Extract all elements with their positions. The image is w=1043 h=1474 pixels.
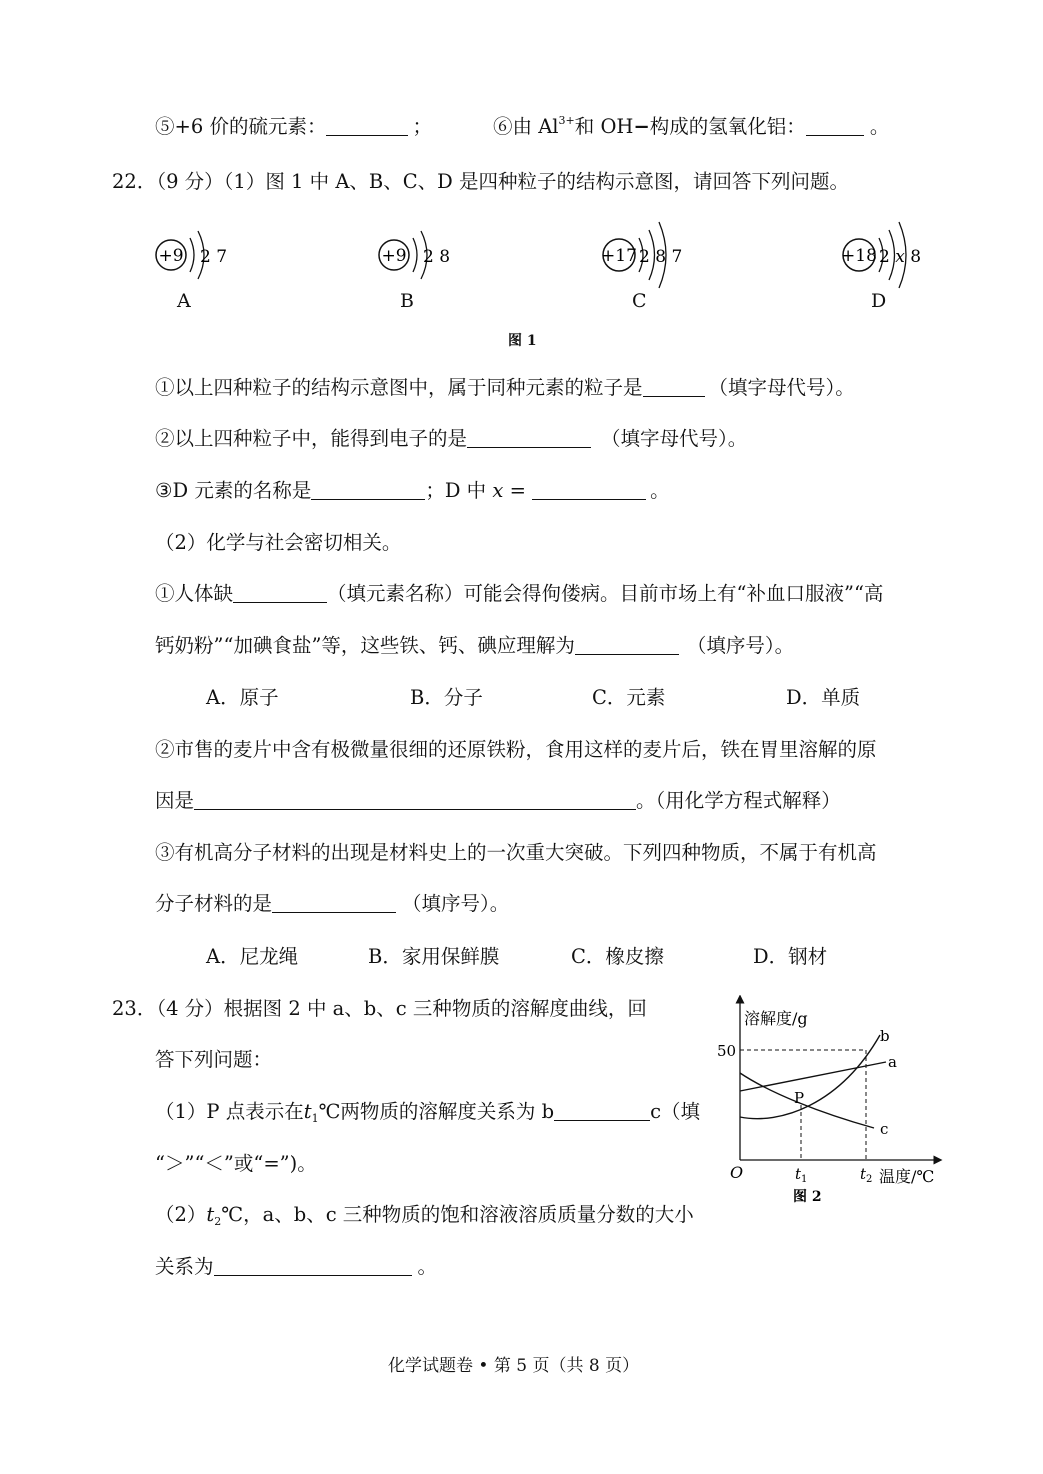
q22-sub1: ①以上四种粒子的结构示意图中，属于同种元素的粒子是 （填字母代号）。	[155, 376, 855, 399]
atom-diagram-b	[373, 222, 453, 293]
curve-c-label: c	[880, 1120, 889, 1138]
atom-diagram-d	[837, 218, 937, 297]
answer-blank[interactable]	[575, 634, 679, 655]
answer-blank[interactable]	[326, 115, 408, 136]
option-b: B．分子	[410, 686, 483, 709]
q22-s3-line1: ③有机高分子材料的出现是材料史上的一次重大突破。下列四种物质，不属于有机高	[155, 841, 877, 864]
atom-label-d: D	[871, 290, 887, 312]
option-a: A．原子	[206, 686, 279, 709]
question-22-header: 22．（9 分）（1）图 1 中 A、B、C、D 是四种粒子的结构示意图，请回答下列问题。	[112, 170, 849, 193]
page-footer: 化学试题卷 • 第 5 页（共 8 页）	[388, 1356, 640, 1376]
atom-diagram-c	[597, 218, 697, 297]
sulfur-prompt: ⑤+6 价的硫元素：	[155, 115, 327, 138]
q22-sub2: ②以上四种粒子中，能得到电子的是 （填字母代号）。	[155, 427, 748, 450]
atom-label-b: B	[400, 290, 414, 312]
answer-blank[interactable]	[643, 376, 705, 397]
electron-shells: 2 x 8	[879, 247, 922, 267]
nucleus-charge: +17	[601, 246, 637, 266]
curve-a-label: a	[888, 1053, 897, 1071]
option-c: C．橡皮擦	[571, 945, 664, 968]
nucleus-charge: +9	[158, 246, 184, 266]
q22-s2-line1: ②市售的麦片中含有极微量很细的还原铁粉，食用这样的麦片后，铁在胃里溶解的原	[155, 738, 877, 761]
answer-blank[interactable]	[532, 479, 646, 500]
answer-blank[interactable]	[806, 115, 864, 136]
answer-blank[interactable]	[467, 427, 591, 448]
electron-shells: 2 7	[200, 247, 228, 267]
question-23-header: 23．（4 分）根据图 2 中 a、b、c 三种物质的溶解度曲线，回	[112, 997, 647, 1020]
figure-1-caption: 图 1	[508, 333, 537, 349]
nucleus-charge: +9	[381, 246, 407, 266]
answer-blank[interactable]	[554, 1100, 650, 1121]
t2-label: $t_2$	[860, 1165, 873, 1185]
atom-label-a: A	[177, 290, 191, 312]
option-b: B．家用保鲜膜	[368, 945, 500, 968]
question-21-line: ⑤+6 价的硫元素： ；	[155, 115, 432, 138]
option-c: C．元素	[592, 686, 666, 709]
answer-blank[interactable]	[233, 582, 327, 603]
answer-blank[interactable]	[272, 892, 396, 913]
answer-blank[interactable]	[311, 479, 425, 500]
atom-diagram-a	[150, 222, 230, 293]
nucleus-charge: +18	[841, 246, 877, 266]
answer-blank[interactable]	[214, 1255, 412, 1276]
q23-part2-cont: 关系为 。	[155, 1255, 438, 1278]
q23-part2: $(2)t_2℃$，a、b、c 三种物质的饱和溶液溶质质量分数的大小	[155, 1203, 694, 1228]
q22-s1-line2: 钙奶粉”“加碘食盐”等，这些铁、钙、碘应理解为 （填序号）。	[155, 634, 795, 657]
figure-2-caption: 图 2	[793, 1189, 822, 1205]
answer-blank[interactable]	[194, 789, 636, 810]
q23-part1-cont: “＞”“＜”或“=”)。	[155, 1152, 317, 1175]
q22-s3-line2: 分子材料的是 （填序号）。	[155, 892, 510, 915]
q22-part2: （2）化学与社会密切相关。	[155, 531, 402, 554]
curve-a	[740, 1062, 886, 1091]
t1-label: $t_1$	[795, 1165, 808, 1185]
solubility-graph	[700, 995, 945, 1215]
y-tick-50: 50	[717, 1042, 737, 1060]
electron-shells: 2 8 7	[639, 247, 683, 267]
q22-sub3: ③D 元素的名称是 ；D 中 x = 。	[155, 479, 670, 502]
option-a: A．尼龙绳	[206, 945, 299, 968]
aluminium-hydroxide-line: ⑥由 $Al^{3+}$和 OH−构成的氢氧化铝： 。	[493, 114, 890, 138]
y-axis-label: 溶解度/g	[744, 1009, 808, 1028]
point-p-label: P	[794, 1089, 805, 1107]
option-d: D．钢材	[753, 945, 828, 968]
q22-s2-line2: 因是 。（用化学方程式解释）	[155, 789, 841, 812]
option-d: D．单质	[786, 686, 861, 709]
electron-shells: 2 8	[423, 247, 451, 267]
question-23-header-cont: 答下列问题：	[155, 1048, 273, 1071]
origin-label: O	[730, 1163, 744, 1182]
atom-label-c: C	[632, 290, 647, 312]
q22-s1-line1: ①人体缺 （填元素名称）可能会得佝偻病。目前市场上有“补血口服液”“高	[155, 582, 884, 605]
curve-c	[740, 1073, 874, 1128]
curve-b-label: b	[880, 1027, 890, 1045]
x-axis-label: 温度/℃	[879, 1167, 935, 1186]
q23-part1: （1）P 点表示在$t_1℃$两物质的溶解度关系为 b c（填	[155, 1100, 700, 1125]
